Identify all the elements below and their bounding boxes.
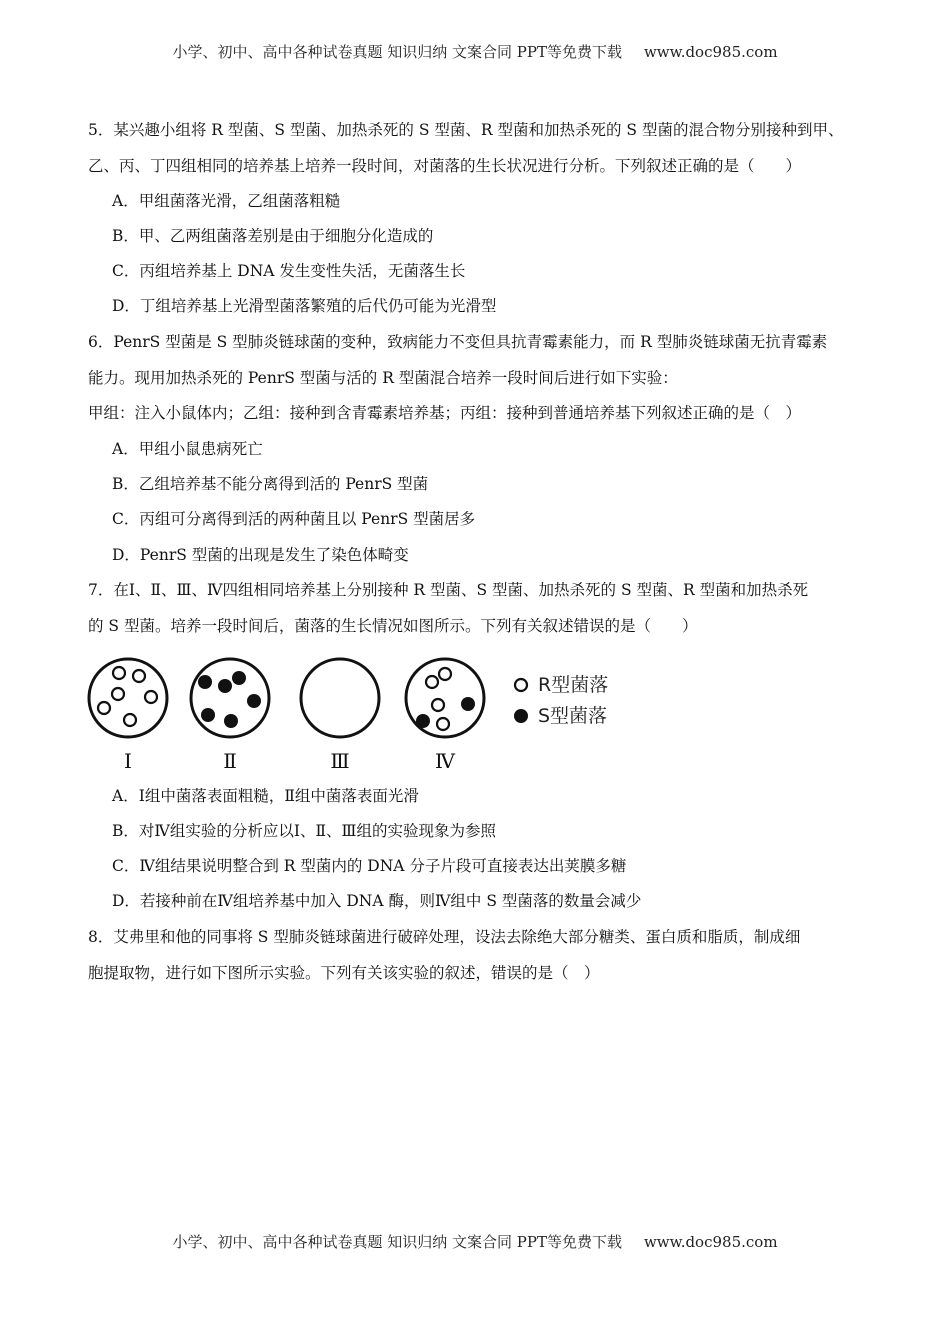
q5-option-c: C．丙组培养基上 DNA 发生变性失活，无菌落生长 <box>112 262 466 280</box>
r-colony <box>113 667 125 679</box>
q6-option-b: B．乙组培养基不能分离得到活的 PenrS 型菌 <box>112 475 429 493</box>
q6-stem-line1: 6．PenrS 型菌是 S 型肺炎链球菌的变种，致病能力不变但具抗青霉素能力，而 R 型肺炎链球菌无抗青霉素 <box>88 333 828 351</box>
dish-1-r-colonies <box>98 667 157 726</box>
r-colony <box>439 668 451 680</box>
q6-stem-line2: 能力。现用加热杀死的 PenrS 型菌与活的 R 型菌混合培养一段时间后进行如下实验： <box>88 369 678 387</box>
dish-label-4: Ⅳ <box>435 749 455 773</box>
legend-s-symbol <box>514 709 528 723</box>
q5-stem-line1: 5．某兴趣小组将 R 型菌、S 型菌、加热杀死的 S 型菌、R 型菌和加热杀死的 S 型菌的混合物分别接种到甲、 <box>88 121 844 139</box>
q5-option-d: D．丁组培养基上光滑型菌落繁殖的后代仍可能为光滑型 <box>112 297 497 315</box>
q5-stem-line2: 乙、丙、丁四组相同的培养基上培养一段时间，对菌落的生长状况进行分析。下列叙述正确的是（ ） <box>88 157 802 175</box>
q7-option-c: C．Ⅳ组结果说明整合到 R 型菌内的 DNA 分子片段可直接表达出荚膜多糖 <box>112 857 627 875</box>
q5-option-a: A．甲组菌落光滑，乙组菌落粗糙 <box>112 192 341 210</box>
page-header <box>0 41 950 62</box>
s-colony <box>198 675 212 689</box>
s-colony <box>247 694 261 708</box>
r-colony <box>437 718 449 730</box>
page-footer <box>0 1231 950 1252</box>
q7-option-b: B．对Ⅳ组实验的分析应以Ⅰ、Ⅱ、Ⅲ组的实验现象为参照 <box>112 822 496 840</box>
q5-option-b: B．甲、乙两组菌落差别是由于细胞分化造成的 <box>112 227 434 245</box>
q7-stem-line2: 的 S 型菌。培养一段时间后，菌落的生长情况如图所示。下列有关叙述错误的是（ ） <box>88 617 698 635</box>
r-colony <box>112 688 124 700</box>
q6-option-a: A．甲组小鼠患病死亡 <box>112 440 263 458</box>
s-colony <box>218 679 232 693</box>
legend-r-symbol <box>515 679 527 691</box>
r-colony <box>124 714 136 726</box>
colony-figure <box>86 652 626 777</box>
legend-r-label: R型菌落 <box>538 674 609 696</box>
footer-text: 小学、初中、高中各种试卷真题 知识归纳 文案合同 PPT等免费下载 <box>172 1233 622 1251</box>
dish-3 <box>301 659 379 737</box>
q7-option-d: D．若接种前在Ⅳ组培养基中加入 DNA 酶，则Ⅳ组中 S 型菌落的数量会减少 <box>112 892 642 910</box>
dish-label-1: Ⅰ <box>124 749 132 773</box>
q7-stem-line1: 7．在Ⅰ、Ⅱ、Ⅲ、Ⅳ四组相同培养基上分别接种 R 型菌、S 型菌、加热杀死的 S 型菌、R 型菌和加热杀死 <box>88 581 809 599</box>
s-colony <box>201 708 215 722</box>
q6-stem-line3: 甲组：注入小鼠体内；乙组：接种到含青霉素培养基；丙组：接种到普通培养基下列叙述正确的是（ ） <box>88 404 802 422</box>
r-colony <box>133 670 145 682</box>
r-colony <box>98 702 110 714</box>
r-colony <box>145 691 157 703</box>
header-url[interactable]: www.doc985.com <box>643 43 778 61</box>
q8-stem-line1: 8．艾弗里和他的同事将 S 型肺炎链球菌进行破碎处理，设法去除绝大部分糖类、蛋白质和脂质，制成细 <box>88 928 801 946</box>
legend-s-label: S型菌落 <box>538 705 608 727</box>
s-colony <box>232 671 246 685</box>
dish-2-s-colonies <box>198 671 261 728</box>
s-colony <box>416 714 430 728</box>
header-text: 小学、初中、高中各种试卷真题 知识归纳 文案合同 PPT等免费下载 <box>172 43 622 61</box>
q6-option-c: C．丙组可分离得到活的两种菌且以 PenrS 型菌居多 <box>112 510 476 528</box>
q7-option-a: A．Ⅰ组中菌落表面粗糙，Ⅱ组中菌落表面光滑 <box>112 787 419 805</box>
r-colony <box>426 676 438 688</box>
dish-label-2: Ⅱ <box>223 749 237 773</box>
s-colony <box>461 697 475 711</box>
q6-option-d: D．PenrS 型菌的出现是发生了染色体畸变 <box>112 546 409 564</box>
s-colony <box>224 714 238 728</box>
r-colony <box>432 699 444 711</box>
dish-label-3: Ⅲ <box>330 749 350 773</box>
q8-stem-line2: 胞提取物，进行如下图所示实验。下列有关该实验的叙述，错误的是（ ） <box>88 964 600 982</box>
footer-url[interactable]: www.doc985.com <box>643 1233 778 1251</box>
